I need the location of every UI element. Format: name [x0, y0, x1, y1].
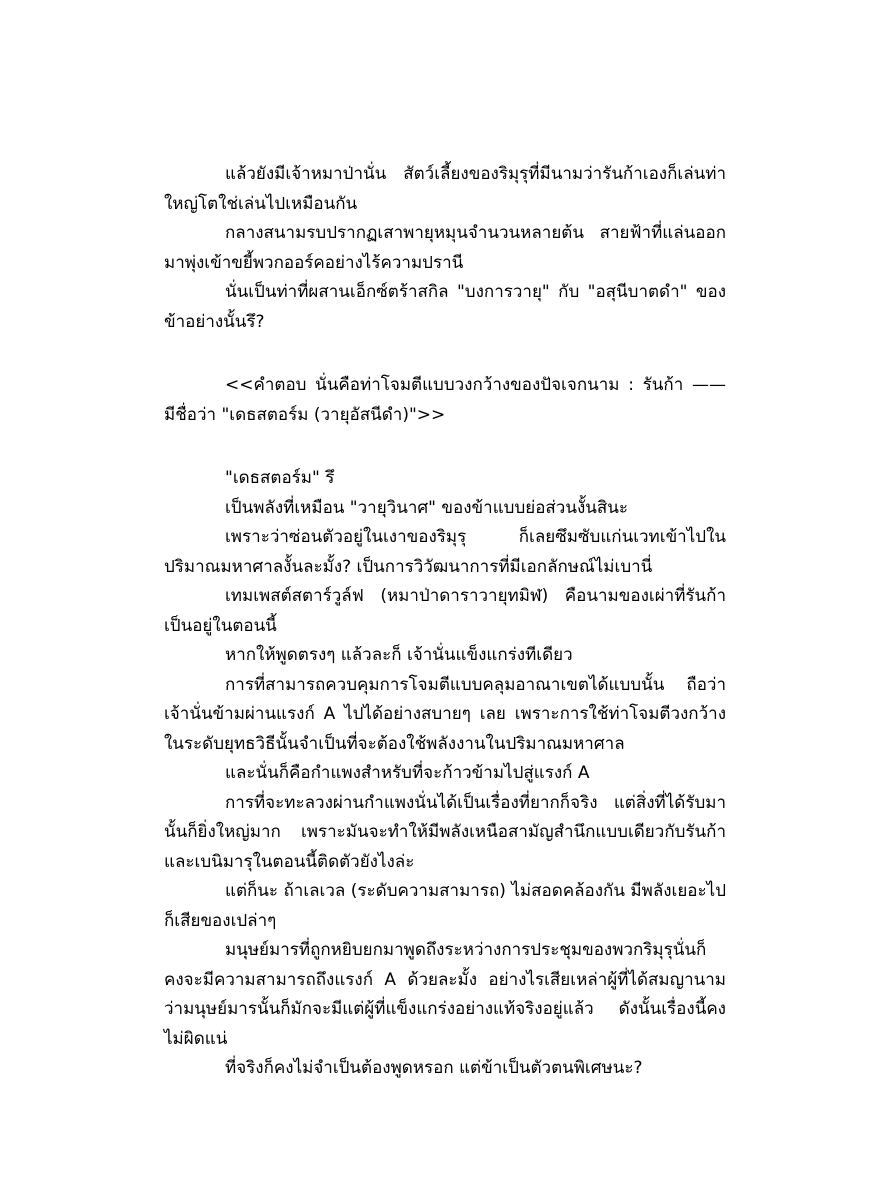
paragraph: นั่นเป็นท่าที่ผสานเอ็กซ์ตร้าสกิล "บงการวายุ" กับ "อสุนีบาตดำ" ของข้าอย่างนั้นรึ? [164, 282, 726, 332]
paragraph: กลางสนามรบปรากฏเสาพายุหมุนจำนวนหลายต้น สายฟ้าที่แล่นออกมาพุ่งเข้าขยี้พวกออร์คอย่างไร้ความปรานี [164, 223, 726, 273]
paragraph: ที่จริงก็คงไม่จำเป็นต้องพูดหรอก แต่ข้าเป็นตัวตนพิเศษนะ? [225, 1058, 643, 1078]
paragraph-gap [164, 430, 726, 464]
paragraph: "เดธสตอร์ม" รึ [225, 468, 335, 488]
paragraph: แล้วยังมีเจ้าหมาป่านั่น สัตว์เลี้ยงของริมุรุที่มีนามว่ารันก้าเองก็เล่นท่าใหญ่โตใช่เล่นไปเหมือนกัน [164, 164, 726, 214]
answer-paragraph: <<คำตอบ นั่นคือท่าโจมตีแบบวงกว้างของปัจเจกนาม : รันก้า —— มีชื่อว่า "เดธสตอร์ม (วายุอัสนีดำ)">> [164, 375, 726, 425]
paragraph: เพราะว่าซ่อนตัวอยู่ในเงาของริมุรุ ก็เลยซึมซับแก่นเวทเข้าไปในปริมาณมหาศาลงั้นละมั้ง? เป็นการวิวัฒนาการที่มีเอกลักษณ์ไม่เบานี่ [164, 527, 726, 577]
paragraph: และนั่นก็คือกำแพงสำหรับที่จะก้าวข้ามไปสู่แรงก์ A [225, 763, 590, 783]
paragraph: การที่สามารถควบคุมการโจมตีแบบคลุมอาณาเขตได้แบบนั้น ถือว่าเจ้านั่นข้ามผ่านแรงก์ A ไปได้อย่างสบายๆ เลย เพราะการใช้ท่าโจมตีวงกว้างในระดับยุทธวิธีนั้นจำเป็นที่จะต้องใช้พลังงานในปริมาณมหาศาล [164, 674, 726, 754]
document-page [164, 160, 726, 1084]
paragraph: มนุษย์มารที่ถูกหยิบยกมาพูดถึงระหว่างการประชุมของพวกริมุรุนั่นก็คงจะมีความสามารถถึงแรงก์ A ด้วยละมั้ง อย่างไรเสียเหล่าผู้ที่ได้สมญานามว่ามนุษย์มารนั้นก็มักจะมีแต่ผู้ที่แข็งแกร่งอย่างแท้จริงอยู่แล้ว ดังนั้นเรื่องนี้คงไม่ผิดแน่ [164, 940, 726, 1049]
paragraph: การที่จะทะลวงผ่านกำแพงนั่นได้เป็นเรื่องที่ยากก็จริง แต่สิ่งที่ได้รับมานั้นก็ยิ่งใหญ่มาก เพราะมันจะทำให้มีพลังเหนือสามัญสำนึกแบบเดียวกับรันก้าและเบนิมารุในตอนนี้ติดตัวยังไงล่ะ [164, 792, 726, 872]
paragraph: เทมเพสต์สตาร์วูล์ฟ (หมาป่าดาราวายุทมิฬ) คือนามของเผ่าที่รันก้าเป็นอยู่ในตอนนี้ [164, 586, 726, 636]
paragraph-gap [164, 337, 726, 371]
paragraph: แต่ก็นะ ถ้าเลเวล (ระดับความสามารถ) ไม่สอดคล้องกัน มีพลังเยอะไปก็เสียของเปล่าๆ [164, 881, 726, 931]
paragraph: หากให้พูดตรงๆ แล้วละก็ เจ้านั่นแข็งแกร่งทีเดียว [225, 645, 573, 665]
paragraph: เป็นพลังที่เหมือน "วายุวินาศ" ของข้าแบบย่อส่วนงั้นสินะ [225, 497, 629, 518]
